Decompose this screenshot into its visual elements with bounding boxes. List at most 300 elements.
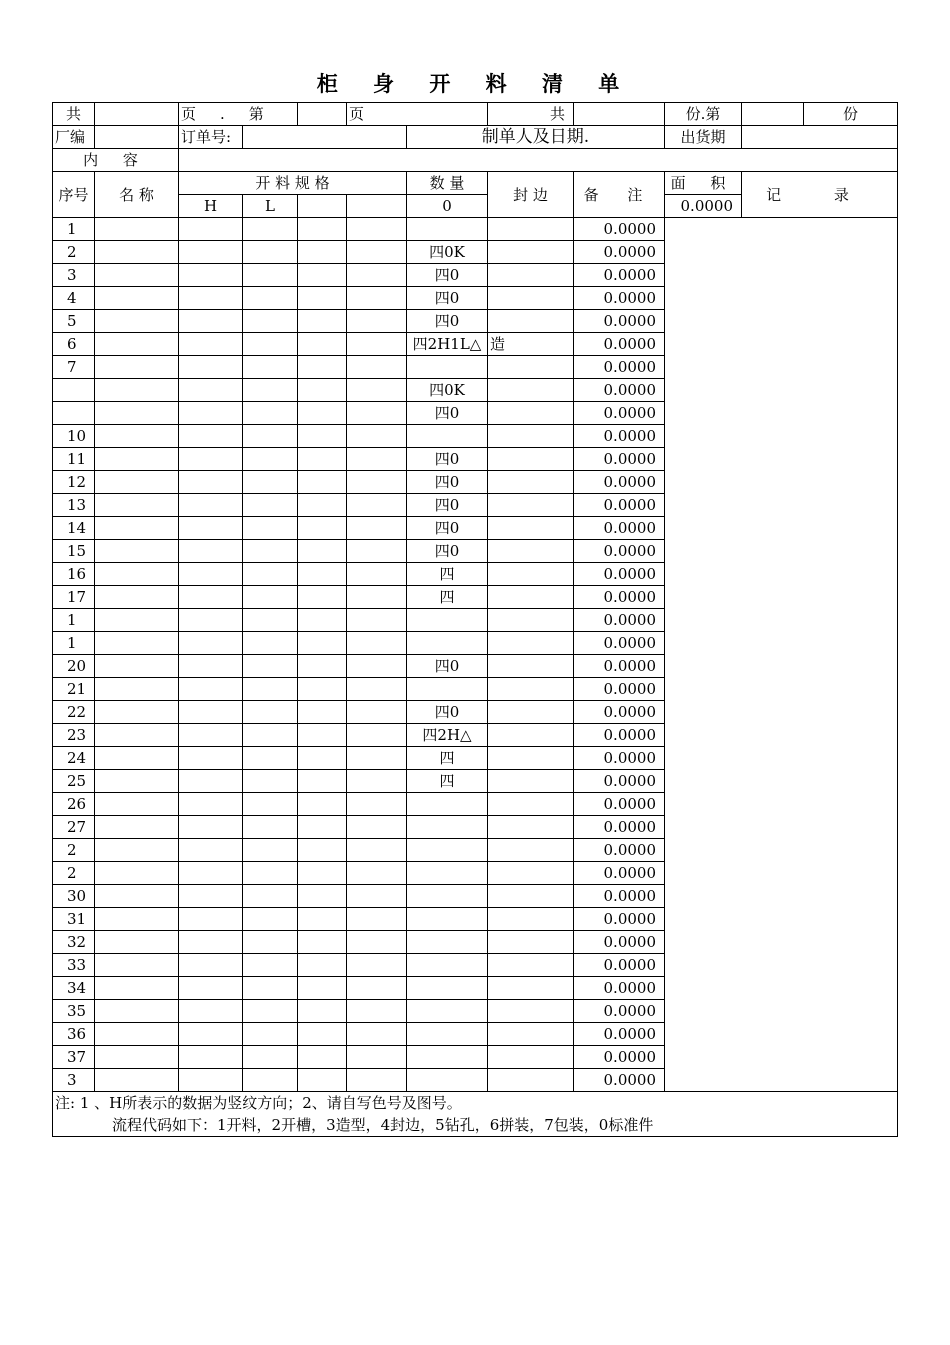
row-seq: 30 [53, 885, 95, 908]
row-h[interactable] [179, 678, 243, 701]
row-remark [488, 1046, 574, 1069]
row-name[interactable] [95, 1046, 179, 1069]
row-h[interactable] [179, 793, 243, 816]
row-qty[interactable] [347, 1023, 407, 1046]
row-name[interactable] [95, 310, 179, 333]
row-h[interactable] [179, 333, 243, 356]
row-name[interactable] [95, 678, 179, 701]
row-qty[interactable] [347, 471, 407, 494]
row-l[interactable] [243, 333, 298, 356]
row-qty[interactable] [347, 632, 407, 655]
record-area[interactable] [665, 218, 898, 1092]
col-qty: 数 量 [407, 172, 488, 195]
row-seq: 2 [53, 862, 95, 885]
row-name[interactable] [95, 563, 179, 586]
row-l[interactable] [243, 655, 298, 678]
row-h[interactable] [179, 264, 243, 287]
row-edge: 四0 [407, 655, 488, 678]
row-h[interactable] [179, 241, 243, 264]
row-qty[interactable] [347, 586, 407, 609]
row-name[interactable] [95, 701, 179, 724]
row-qty[interactable] [347, 241, 407, 264]
row-spec-extra[interactable] [298, 655, 347, 678]
page-number-field[interactable] [298, 103, 347, 126]
page-title: 柜 身 开 料 清 单 [316, 71, 634, 96]
row-l[interactable] [243, 471, 298, 494]
area-total: 0.0000 [665, 195, 742, 218]
row-seq: 12 [53, 471, 95, 494]
row-l[interactable] [243, 632, 298, 655]
row-qty[interactable] [347, 977, 407, 1000]
order-field[interactable] [243, 126, 407, 149]
row-name[interactable] [95, 517, 179, 540]
row-qty[interactable] [347, 379, 407, 402]
row-h[interactable] [179, 609, 243, 632]
row-remark [488, 1023, 574, 1046]
row-name[interactable] [95, 241, 179, 264]
row-seq: 23 [53, 724, 95, 747]
row-qty[interactable] [347, 402, 407, 425]
row-seq: 2 [53, 241, 95, 264]
row-l[interactable] [243, 839, 298, 862]
row-qty[interactable] [347, 655, 407, 678]
row-h[interactable] [179, 885, 243, 908]
row-name[interactable] [95, 448, 179, 471]
row-seq: 3 [53, 1069, 95, 1092]
row-l[interactable] [243, 977, 298, 1000]
row-name[interactable] [95, 471, 179, 494]
row-h[interactable] [179, 724, 243, 747]
row-qty[interactable] [347, 264, 407, 287]
row-spec-extra[interactable] [298, 1000, 347, 1023]
row-name[interactable] [95, 1000, 179, 1023]
row-spec-extra[interactable] [298, 678, 347, 701]
row-l[interactable] [243, 241, 298, 264]
row-name[interactable] [95, 1069, 179, 1092]
row-spec-extra[interactable] [298, 425, 347, 448]
row-remark [488, 747, 574, 770]
col-record: 记 录 [742, 172, 898, 218]
row-l[interactable] [243, 402, 298, 425]
row-h[interactable] [179, 425, 243, 448]
row-seq: 1 [53, 218, 95, 241]
row-qty[interactable] [347, 448, 407, 471]
row-area: 0.0000 [574, 310, 665, 333]
row-edge: 四0 [407, 540, 488, 563]
row-qty[interactable] [347, 770, 407, 793]
row-qty[interactable] [347, 724, 407, 747]
row-name[interactable] [95, 977, 179, 1000]
row-h[interactable] [179, 839, 243, 862]
row-spec-extra[interactable] [298, 724, 347, 747]
row-qty[interactable] [347, 862, 407, 885]
row-h[interactable] [179, 402, 243, 425]
row-name[interactable] [95, 264, 179, 287]
row-l[interactable] [243, 862, 298, 885]
gong-label: 共 [53, 103, 95, 126]
row-qty[interactable] [347, 931, 407, 954]
row-name[interactable] [95, 931, 179, 954]
row-spec-extra[interactable] [298, 287, 347, 310]
row-qty[interactable] [347, 287, 407, 310]
row-area: 0.0000 [574, 931, 665, 954]
row-area: 0.0000 [574, 678, 665, 701]
row-name[interactable] [95, 425, 179, 448]
row-remark [488, 977, 574, 1000]
row-h[interactable] [179, 586, 243, 609]
row-h[interactable] [179, 655, 243, 678]
row-h[interactable] [179, 931, 243, 954]
row-l[interactable] [243, 540, 298, 563]
row-seq [53, 379, 95, 402]
row-seq: 31 [53, 908, 95, 931]
row-qty[interactable] [347, 356, 407, 379]
row-h[interactable] [179, 517, 243, 540]
row-h[interactable] [179, 701, 243, 724]
row-spec-extra[interactable] [298, 770, 347, 793]
row-area: 0.0000 [574, 701, 665, 724]
row-remark [488, 264, 574, 287]
row-spec-extra[interactable] [298, 1046, 347, 1069]
notes [53, 1092, 898, 1137]
col-seq: 序号 [53, 172, 95, 218]
row-spec-extra[interactable] [298, 540, 347, 563]
row-l[interactable] [243, 678, 298, 701]
row-qty[interactable] [347, 563, 407, 586]
row-area: 0.0000 [574, 218, 665, 241]
row-l[interactable] [243, 218, 298, 241]
row-l[interactable] [243, 379, 298, 402]
row-l[interactable] [243, 954, 298, 977]
row-area: 0.0000 [574, 977, 665, 1000]
row-qty[interactable] [347, 747, 407, 770]
row-name[interactable] [95, 770, 179, 793]
row-name[interactable] [95, 885, 179, 908]
row-seq: 20 [53, 655, 95, 678]
row-spec-extra[interactable] [298, 816, 347, 839]
row-area: 0.0000 [574, 632, 665, 655]
row-seq: 10 [53, 425, 95, 448]
row-spec-extra[interactable] [298, 517, 347, 540]
copy-number-field[interactable] [742, 103, 804, 126]
row-qty[interactable] [347, 701, 407, 724]
row-h[interactable] [179, 908, 243, 931]
row-name[interactable] [95, 632, 179, 655]
row-spec-extra[interactable] [298, 977, 347, 1000]
row-l[interactable] [243, 356, 298, 379]
row-h[interactable] [179, 540, 243, 563]
row-edge [407, 609, 488, 632]
row-l[interactable] [243, 1069, 298, 1092]
row-area: 0.0000 [574, 770, 665, 793]
row-spec-extra[interactable] [298, 632, 347, 655]
row-l[interactable] [243, 425, 298, 448]
row-name[interactable] [95, 333, 179, 356]
row-l[interactable] [243, 908, 298, 931]
table-row [53, 218, 898, 241]
row-area: 0.0000 [574, 402, 665, 425]
row-qty[interactable] [347, 954, 407, 977]
row-spec-extra[interactable] [298, 862, 347, 885]
row-spec-extra[interactable] [298, 310, 347, 333]
row-spec-extra[interactable] [298, 563, 347, 586]
row-l[interactable] [243, 816, 298, 839]
row-edge: 四 [407, 770, 488, 793]
row-edge: 四0 [407, 471, 488, 494]
column-header-row-1 [53, 172, 898, 195]
row-qty[interactable] [347, 517, 407, 540]
total-pages-field[interactable] [95, 103, 179, 126]
row-qty[interactable] [347, 609, 407, 632]
row-name[interactable] [95, 862, 179, 885]
row-qty[interactable] [347, 1000, 407, 1023]
row-edge [407, 356, 488, 379]
row-edge [407, 1000, 488, 1023]
fen-label: 份 [804, 103, 898, 126]
col-name: 名 称 [95, 172, 179, 218]
row-name[interactable] [95, 816, 179, 839]
copy-label: 份.第 [665, 103, 742, 126]
row-l[interactable] [243, 563, 298, 586]
row-seq: 16 [53, 563, 95, 586]
row-qty[interactable] [347, 908, 407, 931]
row-qty[interactable] [347, 425, 407, 448]
row-h[interactable] [179, 1000, 243, 1023]
row-seq: 21 [53, 678, 95, 701]
factory-field[interactable] [95, 126, 179, 149]
row-name[interactable] [95, 356, 179, 379]
factory-label: 厂编 [53, 126, 95, 149]
row-spec-extra[interactable] [298, 885, 347, 908]
row-qty[interactable] [347, 816, 407, 839]
row-remark [488, 218, 574, 241]
row-l[interactable] [243, 609, 298, 632]
row-h[interactable] [179, 448, 243, 471]
col-spec-extra2 [347, 195, 407, 218]
row-seq: 2 [53, 839, 95, 862]
row-edge [407, 908, 488, 931]
ship-label: 出货期 [665, 126, 742, 149]
row-h[interactable] [179, 563, 243, 586]
gong2-label: 共 [488, 103, 574, 126]
row-qty[interactable] [347, 1046, 407, 1069]
row-h[interactable] [179, 954, 243, 977]
row-name[interactable] [95, 655, 179, 678]
ship-field[interactable] [742, 126, 898, 149]
row-remark [488, 1069, 574, 1092]
row-area: 0.0000 [574, 816, 665, 839]
row-name[interactable] [95, 747, 179, 770]
notes-row [53, 1092, 898, 1137]
row-edge: 四0 [407, 494, 488, 517]
row-remark [488, 793, 574, 816]
row-edge: 四0 [407, 402, 488, 425]
col-edge: 封 边 [488, 172, 574, 218]
row-spec-extra[interactable] [298, 931, 347, 954]
row-name[interactable] [95, 609, 179, 632]
row-h[interactable] [179, 770, 243, 793]
row-area: 0.0000 [574, 954, 665, 977]
row-spec-extra[interactable] [298, 701, 347, 724]
row-spec-extra[interactable] [298, 839, 347, 862]
row-qty[interactable] [347, 1069, 407, 1092]
row-seq: 33 [53, 954, 95, 977]
copies-field[interactable] [574, 103, 665, 126]
row-qty[interactable] [347, 678, 407, 701]
row-l[interactable] [243, 1000, 298, 1023]
row-name[interactable] [95, 218, 179, 241]
row-h[interactable] [179, 287, 243, 310]
row-seq: 37 [53, 1046, 95, 1069]
row-area: 0.0000 [574, 448, 665, 471]
content-field[interactable] [179, 149, 898, 172]
row-l[interactable] [243, 264, 298, 287]
row-remark [488, 425, 574, 448]
row-area: 0.0000 [574, 1023, 665, 1046]
row-l[interactable] [243, 1046, 298, 1069]
row-area: 0.0000 [574, 356, 665, 379]
row-spec-extra[interactable] [298, 1069, 347, 1092]
order-label: 订单号: [179, 126, 243, 149]
row-spec-extra[interactable] [298, 356, 347, 379]
row-qty[interactable] [347, 310, 407, 333]
row-edge [407, 816, 488, 839]
row-spec-extra[interactable] [298, 218, 347, 241]
col-l: L [243, 195, 298, 218]
row-spec-extra[interactable] [298, 954, 347, 977]
row-h[interactable] [179, 862, 243, 885]
row-spec-extra[interactable] [298, 333, 347, 356]
row-h[interactable] [179, 379, 243, 402]
row-spec-extra[interactable] [298, 379, 347, 402]
row-area: 0.0000 [574, 747, 665, 770]
row-seq: 26 [53, 793, 95, 816]
row-seq: 4 [53, 287, 95, 310]
row-spec-extra[interactable] [298, 1023, 347, 1046]
row-spec-extra[interactable] [298, 241, 347, 264]
row-l[interactable] [243, 517, 298, 540]
row-name[interactable] [95, 793, 179, 816]
row-name[interactable] [95, 494, 179, 517]
row-seq: 27 [53, 816, 95, 839]
row-h[interactable] [179, 471, 243, 494]
note-line-2: 流程代码如下：1开料，2开槽，3造型，4封边，5钻孔，6拼装，7包装，0标准件 [112, 1116, 654, 1134]
row-h[interactable] [179, 494, 243, 517]
row-l[interactable] [243, 701, 298, 724]
row-l[interactable] [243, 770, 298, 793]
row-name[interactable] [95, 402, 179, 425]
row-area: 0.0000 [574, 724, 665, 747]
row-l[interactable] [243, 494, 298, 517]
row-qty[interactable] [347, 839, 407, 862]
row-l[interactable] [243, 724, 298, 747]
row-l[interactable] [243, 793, 298, 816]
row-l[interactable] [243, 586, 298, 609]
row-l[interactable] [243, 747, 298, 770]
row-edge [407, 862, 488, 885]
row-h[interactable] [179, 632, 243, 655]
row-remark [488, 310, 574, 333]
row-name[interactable] [95, 1023, 179, 1046]
row-edge [407, 678, 488, 701]
row-area: 0.0000 [574, 287, 665, 310]
row-spec-extra[interactable] [298, 908, 347, 931]
row-qty[interactable] [347, 494, 407, 517]
row-seq: 15 [53, 540, 95, 563]
row-edge [407, 954, 488, 977]
row-h[interactable] [179, 1069, 243, 1092]
row-edge [407, 1046, 488, 1069]
row-h[interactable] [179, 310, 243, 333]
row-spec-extra[interactable] [298, 747, 347, 770]
row-qty[interactable] [347, 793, 407, 816]
row-spec-extra[interactable] [298, 264, 347, 287]
row-spec-extra[interactable] [298, 494, 347, 517]
row-l[interactable] [243, 1023, 298, 1046]
row-remark [488, 885, 574, 908]
row-l[interactable] [243, 931, 298, 954]
row-name[interactable] [95, 839, 179, 862]
row-h[interactable] [179, 218, 243, 241]
row-name[interactable] [95, 287, 179, 310]
row-edge [407, 218, 488, 241]
row-spec-extra[interactable] [298, 448, 347, 471]
note-line-1: 注: 1 、H所表示的数据为竖纹方向；2、请自写色号及图号。 [55, 1094, 462, 1112]
row-spec-extra[interactable] [298, 609, 347, 632]
row-l[interactable] [243, 287, 298, 310]
row-qty[interactable] [347, 885, 407, 908]
row-h[interactable] [179, 816, 243, 839]
header-row-pages [53, 103, 898, 126]
row-spec-extra[interactable] [298, 586, 347, 609]
row-name[interactable] [95, 586, 179, 609]
row-area: 0.0000 [574, 540, 665, 563]
row-name[interactable] [95, 954, 179, 977]
row-edge: 四 [407, 586, 488, 609]
material-list-table [52, 102, 898, 1137]
row-h[interactable] [179, 977, 243, 1000]
row-remark [488, 471, 574, 494]
row-seq: 5 [53, 310, 95, 333]
row-spec-extra[interactable] [298, 471, 347, 494]
row-qty[interactable] [347, 540, 407, 563]
row-qty[interactable] [347, 218, 407, 241]
row-spec-extra[interactable] [298, 402, 347, 425]
row-remark [488, 816, 574, 839]
qty-total: 0 [407, 195, 488, 218]
row-h[interactable] [179, 747, 243, 770]
row-name[interactable] [95, 724, 179, 747]
row-h[interactable] [179, 356, 243, 379]
row-spec-extra[interactable] [298, 793, 347, 816]
row-seq: 7 [53, 356, 95, 379]
row-seq: 17 [53, 586, 95, 609]
row-remark [488, 632, 574, 655]
row-name[interactable] [95, 908, 179, 931]
row-remark [488, 563, 574, 586]
content-row [53, 149, 898, 172]
row-qty[interactable] [347, 333, 407, 356]
row-h[interactable] [179, 1023, 243, 1046]
row-name[interactable] [95, 540, 179, 563]
row-l[interactable] [243, 448, 298, 471]
row-l[interactable] [243, 885, 298, 908]
col-area: 面 积 [665, 172, 742, 195]
row-l[interactable] [243, 310, 298, 333]
row-area: 0.0000 [574, 471, 665, 494]
row-h[interactable] [179, 1046, 243, 1069]
row-name[interactable] [95, 379, 179, 402]
